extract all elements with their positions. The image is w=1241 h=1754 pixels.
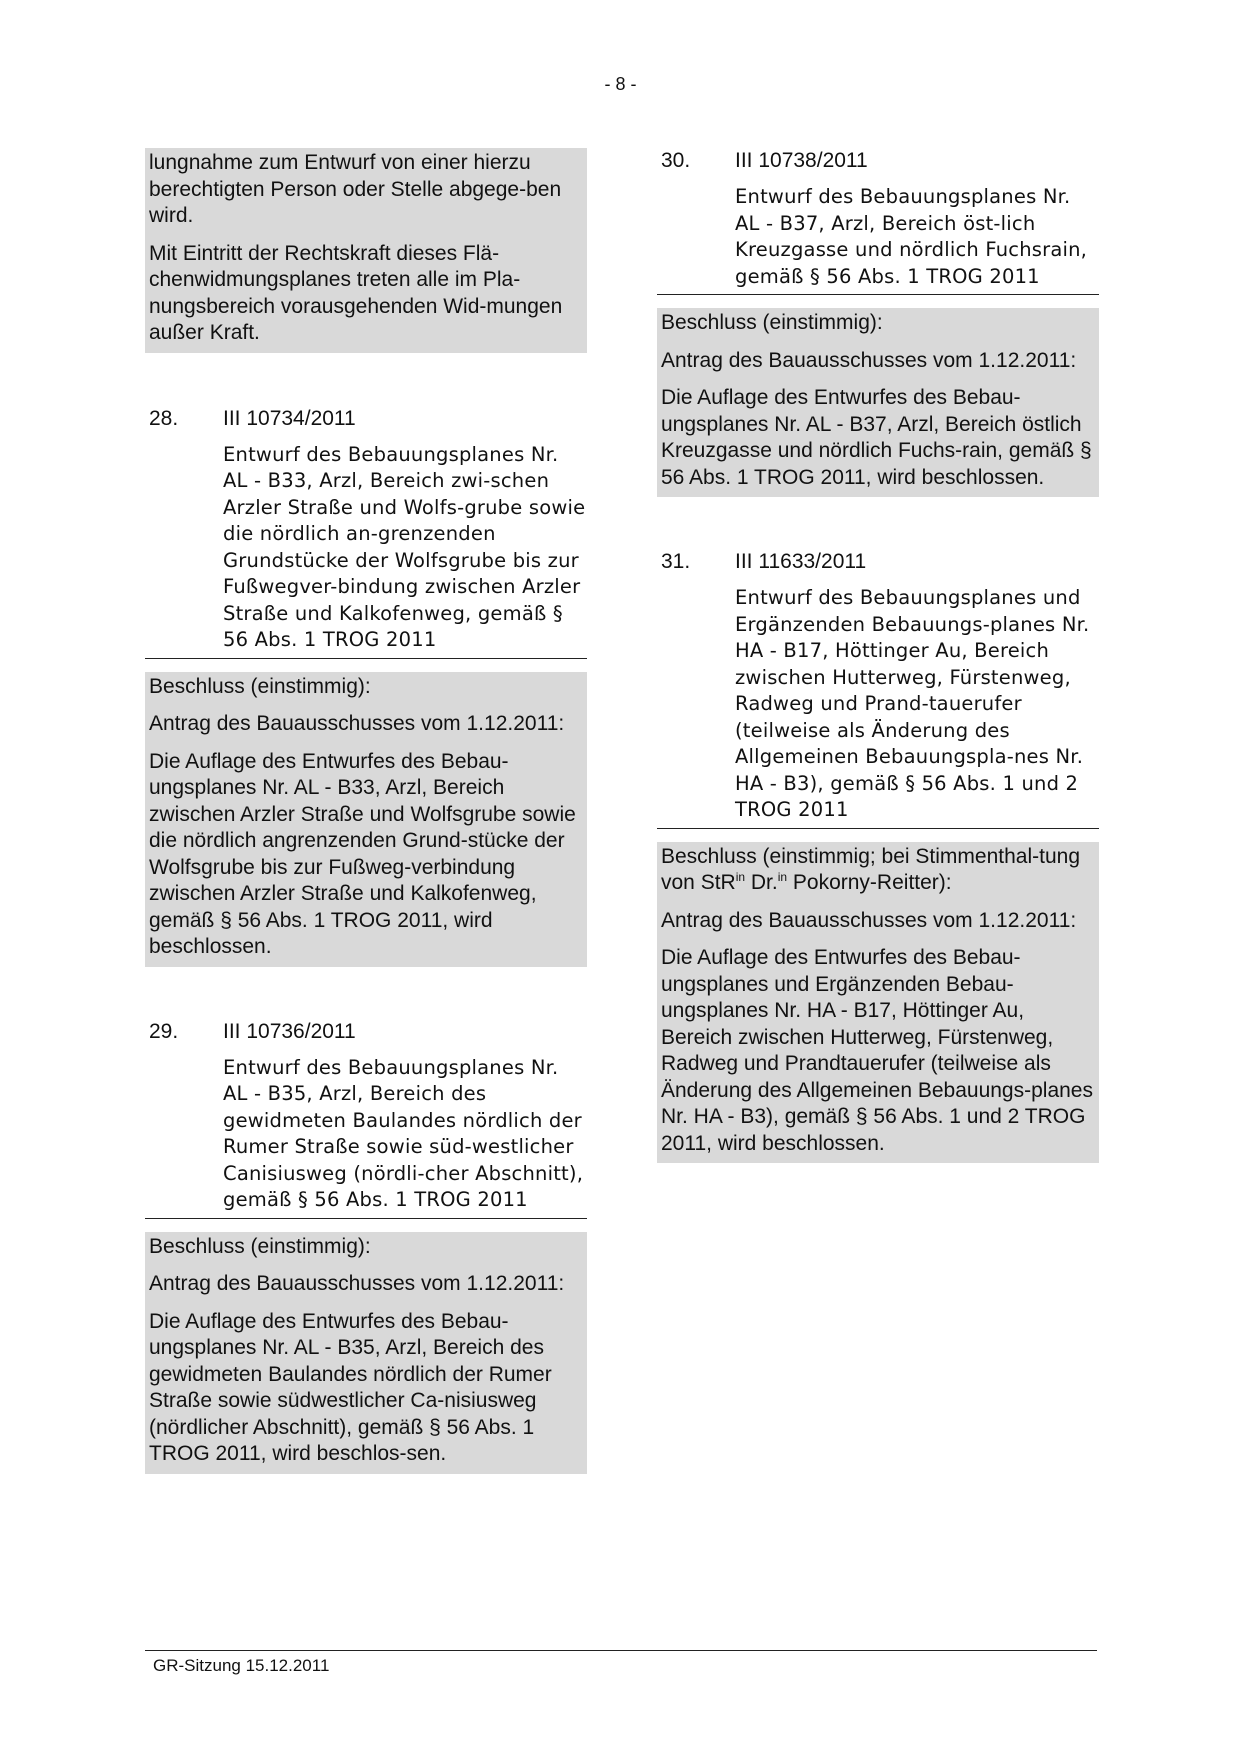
item-number: 29.	[149, 1019, 179, 1043]
item-reference: III 10738/2011	[735, 149, 868, 172]
motion-text: Antrag des Bauausschusses vom 1.12.2011:	[149, 1272, 565, 1295]
decision-block	[657, 308, 1099, 497]
item-reference: III 10734/2011	[223, 406, 356, 430]
continuation-block	[145, 148, 587, 353]
resolution-text: Die Auflage des Entwurfes des Bebau-ungsplanes und Ergänzenden Bebau-ungsplanes Nr. HA - B17, Höttinger Au, Bereich zwischen Hutterweg, Fürstenweg, Radweg und Prandtauerufer (teilweise als Änderung des Allgemeinen Bebauungs-planes Nr. HA - B3), gemäß § 56 Abs. 1 und 2 TROG 2011, wird beschlossen.	[661, 946, 1093, 1155]
resolution-text: Die Auflage des Entwurfes des Bebau-ungsplanes Nr. AL - B37, Arzl, Bereich östlich Kreuzgasse und nördlich Fuchs-rain, gemäß § 56 Abs. 1 TROG 2011, wird beschlossen.	[661, 386, 1092, 489]
motion-text: Antrag des Bauausschusses vom 1.12.2011:	[661, 348, 1077, 372]
decision-block	[657, 842, 1099, 1164]
decision-text: Beschluss (einstimmig; bei Stimmenthal-tung von StR$^{in}$ Dr.$^{in}$ Pokorny-Reitter):	[661, 844, 1080, 894]
continuation-paragraph: Mit Eintritt der Rechtskraft dieses Flä-chenwidmungsplanes treten alle im Pla-nungsbereich vorausgehenden Wid-mungen außer Kraft.	[149, 241, 563, 344]
decision-text: Beschluss (einstimmig):	[149, 1234, 371, 1258]
item-reference: III 10736/2011	[223, 1019, 356, 1043]
item-title: Entwurf des Bebauungsplanes Nr. AL - B35, Arzl, Bereich des gewidmeten Baulandes nördlich der Rumer Straße sowie süd-westlicher Canisiusweg (nördli-cher Abschnitt), gemäß § 56 Abs. 1 TROG 2011	[223, 1055, 584, 1211]
agenda-item-30	[657, 148, 1099, 497]
resolution-text: Die Auflage des Entwurfes des Bebau-ungsplanes Nr. AL - B35, Arzl, Bereich des gewidmeten Baulandes nördlich der Rumer Straße sowie südwestlicher Ca-nisiusweg (nördlicher Abschnitt), gemäß § 56 Abs. 1 TROG 2011, wird beschlos-sen.	[149, 1309, 552, 1465]
left-column	[145, 148, 587, 1474]
item-number: 31.	[661, 550, 691, 573]
footer-text: GR-Sitzung 15.12.2011	[153, 1656, 330, 1675]
decision-block	[145, 672, 587, 967]
decision-text: Beschluss (einstimmig):	[661, 311, 883, 334]
resolution-text: Die Auflage des Entwurfes des Bebau-ungsplanes Nr. AL - B33, Arzl, Bereich zwischen Arzler Straße und Wolfsgrube sowie die nördlich angrenzenden Grund-stücke der Wolfsgrube bis zur Fußweg-verbindung zwischen Arzler Straße und Kalkofenweg, gemäß § 56 Abs. 1 TROG 2011, wird beschlossen.	[149, 749, 576, 958]
item-number: 28.	[149, 406, 179, 430]
item-title: Entwurf des Bebauungsplanes Nr. AL - B33, Arzl, Bereich zwi-schen Arzler Straße und Wolfs-grube sowie die nördlich an-grenzenden Grundstücke der Wolfsgrube bis zur Fußwegver-bindung zwischen Arzler Straße und Kalkofenweg, gemäß § 56 Abs. 1 TROG 2011	[223, 442, 586, 651]
page-number: - 8 -	[604, 74, 637, 94]
motion-text: Antrag des Bauausschusses vom 1.12.2011:	[661, 908, 1077, 932]
decision-text: Beschluss (einstimmig):	[149, 674, 371, 698]
divider	[657, 294, 1099, 295]
continuation-paragraph: lungnahme zum Entwurf von einer hierzu berechtigten Person oder Stelle abgege-ben wird.	[149, 151, 562, 227]
divider	[145, 658, 587, 659]
divider	[145, 1218, 587, 1219]
agenda-item-28	[145, 406, 587, 967]
item-reference: III 11633/2011	[735, 550, 867, 573]
decision-block	[145, 1232, 587, 1474]
motion-text: Antrag des Bauausschusses vom 1.12.2011:	[149, 712, 565, 735]
item-title: Entwurf des Bebauungsplanes und Ergänzenden Bebauungs-planes Nr. HA - B17, Höttinger Au, Bereich zwischen Hutterweg, Fürstenweg, Radweg und Prand-tauerufer (teilweise als Änderung des Allgemeinen Bebauungspla-nes Nr. HA - B3), gemäß § 56 Abs. 1 und 2 TROG 2011	[735, 586, 1090, 821]
agenda-item-29	[145, 1019, 587, 1474]
right-column	[657, 148, 1099, 1163]
agenda-item-31	[657, 549, 1099, 1163]
item-number: 30.	[661, 149, 691, 172]
item-title: Entwurf des Bebauungsplanes Nr. AL - B37, Arzl, Bereich öst-lich Kreuzgasse und nördlich Fuchsrain, gemäß § 56 Abs. 1 TROG 2011	[735, 185, 1088, 288]
footer-divider	[145, 1650, 1097, 1651]
divider	[657, 828, 1099, 829]
